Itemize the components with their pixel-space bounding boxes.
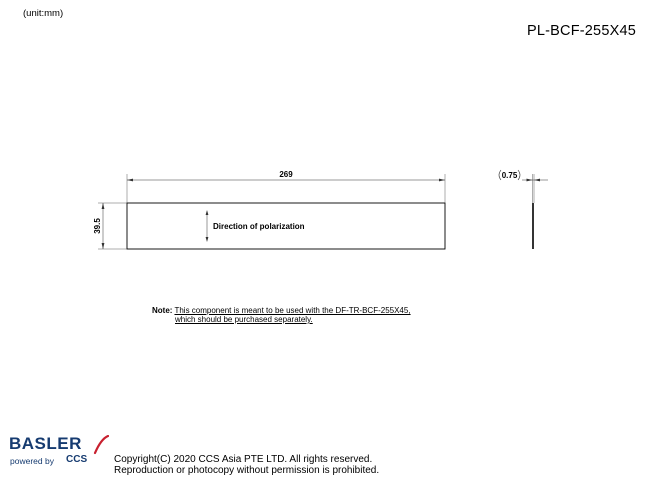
brand-name: BASLER bbox=[9, 434, 82, 453]
thickness-bracket-right bbox=[518, 170, 520, 180]
powered-by-text: powered by bbox=[10, 456, 54, 466]
note-line-1: This component is meant to be used with the DF-TR-BCF-255X45, bbox=[174, 306, 411, 315]
width-arrow-right bbox=[439, 179, 445, 182]
height-arrow-bottom bbox=[102, 243, 105, 249]
note-label: Note: bbox=[152, 306, 173, 315]
ccs-logo: CCS bbox=[66, 454, 88, 465]
unit-label: (unit:mm) bbox=[23, 8, 64, 19]
note-block bbox=[152, 306, 411, 324]
polarization-label: Direction of polarization bbox=[213, 222, 305, 231]
logo-swoosh-icon bbox=[93, 435, 109, 455]
basler-logo bbox=[9, 434, 109, 474]
copyright-block bbox=[114, 454, 379, 476]
height-arrow-top bbox=[102, 203, 105, 209]
thickness-dimension: 0.75 bbox=[501, 171, 518, 180]
polarization-arrow-down bbox=[206, 237, 209, 242]
width-dimension: 269 bbox=[279, 170, 293, 179]
thickness-arrow-right bbox=[534, 179, 540, 182]
width-arrow-left bbox=[127, 179, 133, 182]
reproduction-text: Reproduction or photocopy without permission is prohibited. bbox=[114, 465, 380, 476]
part-number: PL-BCF-255X45 bbox=[527, 23, 636, 39]
height-dimension: 39.5 bbox=[93, 218, 102, 234]
copyright-text: Copyright(C) 2020 CCS Asia PTE LTD. All rights reserved. bbox=[114, 454, 373, 465]
thickness-bracket-left bbox=[499, 170, 501, 180]
note-line-2: which should be purchased separately. bbox=[175, 315, 313, 324]
thickness-arrow-left bbox=[527, 179, 533, 182]
polarization-arrow-up bbox=[206, 210, 209, 215]
